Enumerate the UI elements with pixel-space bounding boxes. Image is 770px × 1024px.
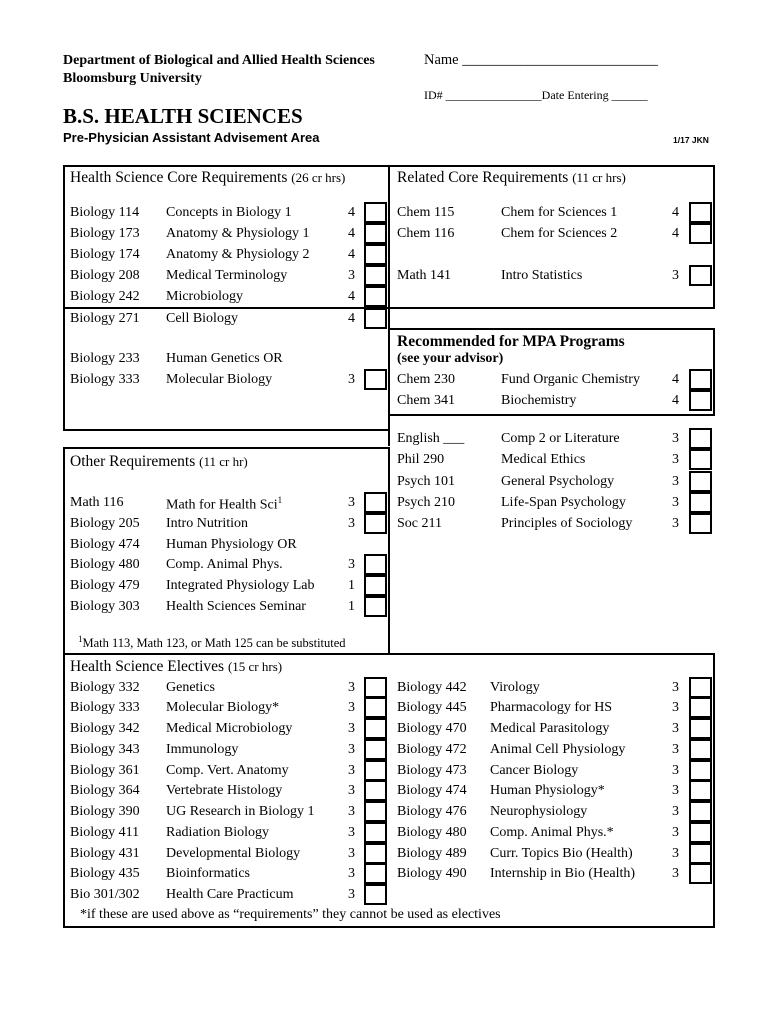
completion-checkbox[interactable] <box>364 575 387 596</box>
course-name: Human Genetics OR <box>166 351 283 366</box>
core-title: Health Science Core Requirements <box>70 169 288 186</box>
electives-credits: (15 cr hrs) <box>227 659 283 674</box>
course-code: Biology 474 <box>70 537 140 552</box>
credit-hours: 3 <box>348 804 355 819</box>
completion-checkbox[interactable] <box>689 513 712 534</box>
course-code: Biology 490 <box>397 866 467 881</box>
credit-hours: 3 <box>348 887 355 902</box>
credit-hours: 3 <box>672 866 679 881</box>
completion-checkbox[interactable] <box>364 697 387 718</box>
completion-checkbox[interactable] <box>689 822 712 843</box>
completion-checkbox[interactable] <box>689 801 712 822</box>
course-name: Anatomy & Physiology 1 <box>166 226 310 241</box>
id-date-field[interactable]: ID# ________________Date Entering ______ <box>424 88 648 102</box>
course-name: Molecular Biology* <box>166 700 280 715</box>
course-name: Principles of Sociology <box>501 516 633 531</box>
credit-hours: 3 <box>672 825 679 840</box>
course-code: Phil 290 <box>397 452 445 467</box>
course-name: Cell Biology <box>166 311 238 326</box>
course-name: Health Sciences Seminar <box>166 599 306 614</box>
course-name: Medical Terminology <box>166 268 288 283</box>
course-name: Chem for Sciences 1 <box>501 205 618 220</box>
course-name: Radiation Biology <box>166 825 270 840</box>
completion-checkbox[interactable] <box>689 697 712 718</box>
course-code: Biology 208 <box>70 268 140 283</box>
course-name: Anatomy & Physiology 2 <box>166 247 310 262</box>
credit-hours: 3 <box>348 680 355 695</box>
credit-hours: 1 <box>348 578 355 593</box>
course-code: Biology 332 <box>70 680 140 695</box>
course-name: Comp 2 or Literature <box>501 431 620 446</box>
credit-hours: 3 <box>348 721 355 736</box>
course-code: Biology 480 <box>397 825 467 840</box>
credit-hours: 3 <box>672 474 679 489</box>
course-name: General Psychology <box>501 474 615 489</box>
course-code: Biology 173 <box>70 226 140 241</box>
course-name: Biochemistry <box>501 393 577 408</box>
course-name: Intro Statistics <box>501 268 583 283</box>
mpa-note: (see your advisor) <box>397 351 504 366</box>
completion-checkbox[interactable] <box>689 265 712 286</box>
course-code: Biology 205 <box>70 516 140 531</box>
course-name: Microbiology <box>166 289 243 304</box>
course-code: Biology 333 <box>70 372 140 387</box>
footnote-text: Math 113, Math 123, or Math 125 can be substituted <box>82 636 346 651</box>
electives-note: *if these are used above as “requirements” they cannot be used as electives <box>80 907 501 922</box>
completion-checkbox[interactable] <box>364 554 387 575</box>
course-code: Psych 101 <box>397 474 455 489</box>
course-name: Fund Organic Chemistry <box>501 372 640 387</box>
credit-hours: 4 <box>348 311 355 326</box>
course-name: Medical Microbiology <box>166 721 293 736</box>
course-name: Pharmacology for HS <box>490 700 613 715</box>
page-subtitle: Pre-Physician Assistant Advisement Area <box>63 130 320 145</box>
credit-hours: 4 <box>672 393 679 408</box>
course-code: Chem 341 <box>397 393 455 408</box>
credit-hours: 4 <box>348 289 355 304</box>
course-name: Comp. Animal Phys. <box>166 557 283 572</box>
credit-hours: 4 <box>348 247 355 262</box>
completion-checkbox[interactable] <box>364 308 387 329</box>
completion-checkbox[interactable] <box>364 286 387 307</box>
credit-hours: 3 <box>672 452 679 467</box>
credit-hours: 4 <box>348 226 355 241</box>
completion-checkbox[interactable] <box>364 739 387 760</box>
credit-hours: 3 <box>348 866 355 881</box>
university-name: Bloomsburg University <box>63 71 202 86</box>
related-heading <box>397 169 626 187</box>
department-name: Department of Biological and Allied Health Sciences <box>63 53 375 68</box>
credit-hours: 3 <box>348 825 355 840</box>
completion-checkbox[interactable] <box>689 223 712 244</box>
credit-hours: 3 <box>672 742 679 757</box>
completion-checkbox[interactable] <box>689 202 712 223</box>
completion-checkbox[interactable] <box>689 739 712 760</box>
related-title: Related Core Requirements <box>397 169 569 186</box>
credit-hours: 4 <box>348 205 355 220</box>
credit-hours: 3 <box>672 700 679 715</box>
completion-checkbox[interactable] <box>364 843 387 864</box>
course-code: Biology 479 <box>70 578 140 593</box>
course-code: Biology 342 <box>70 721 140 736</box>
course-name: Math for Health Sci$^1$ <box>166 495 283 513</box>
credit-hours: 3 <box>672 846 679 861</box>
credit-hours: 3 <box>672 783 679 798</box>
course-code: Biology 445 <box>397 700 467 715</box>
completion-checkbox[interactable] <box>364 822 387 843</box>
course-name: Life-Span Psychology <box>501 495 626 510</box>
credit-hours: 3 <box>348 763 355 778</box>
completion-checkbox[interactable] <box>689 449 712 470</box>
completion-checkbox[interactable] <box>364 801 387 822</box>
completion-checkbox[interactable] <box>364 718 387 739</box>
credit-hours: 4 <box>672 372 679 387</box>
page-title: B.S. HEALTH SCIENCES <box>63 104 303 128</box>
course-name: Integrated Physiology Lab <box>166 578 315 593</box>
course-code: Bio 301/302 <box>70 887 140 902</box>
credit-hours: 3 <box>348 742 355 757</box>
completion-checkbox[interactable] <box>364 677 387 698</box>
credit-hours: 3 <box>348 495 355 510</box>
course-name: Bioinformatics <box>166 866 250 881</box>
credit-hours: 3 <box>348 557 355 572</box>
course-name: Chem for Sciences 2 <box>501 226 618 241</box>
credit-hours: 3 <box>348 846 355 861</box>
credit-hours: 3 <box>348 372 355 387</box>
completion-checkbox[interactable] <box>689 369 712 390</box>
course-code: Biology 435 <box>70 866 140 881</box>
electives-heading <box>70 658 282 676</box>
course-name: Comp. Vert. Anatomy <box>166 763 289 778</box>
completion-checkbox[interactable] <box>364 492 387 513</box>
credit-hours: 3 <box>348 268 355 283</box>
course-name: Medical Parasitology <box>490 721 610 736</box>
other-title: Other Requirements <box>70 453 196 470</box>
course-code: Biology 442 <box>397 680 467 695</box>
completion-checkbox[interactable] <box>364 369 387 390</box>
credit-hours: 4 <box>672 205 679 220</box>
electives-title: Health Science Electives <box>70 658 225 675</box>
completion-checkbox[interactable] <box>364 202 387 223</box>
completion-checkbox[interactable] <box>689 471 712 492</box>
other-heading <box>70 453 248 471</box>
completion-checkbox[interactable] <box>364 265 387 286</box>
course-name: Internship in Bio (Health) <box>490 866 636 881</box>
course-name: UG Research in Biology 1 <box>166 804 315 819</box>
course-code: Biology 333 <box>70 700 140 715</box>
completion-checkbox[interactable] <box>364 863 387 884</box>
credit-hours: 3 <box>348 516 355 531</box>
course-code: Math 116 <box>70 495 124 510</box>
credit-hours: 3 <box>672 268 679 283</box>
credit-hours: 3 <box>672 804 679 819</box>
course-code: Biology 233 <box>70 351 140 366</box>
completion-checkbox[interactable] <box>364 223 387 244</box>
completion-checkbox[interactable] <box>689 718 712 739</box>
course-name: Human Physiology* <box>490 783 605 798</box>
course-code: Math 141 <box>397 268 452 283</box>
course-code: Biology 480 <box>70 557 140 572</box>
completion-checkbox[interactable] <box>364 513 387 534</box>
credit-hours: 3 <box>348 700 355 715</box>
course-code: Chem 115 <box>397 205 455 220</box>
footnote-ref: 1 <box>277 495 283 505</box>
credit-hours: 4 <box>672 226 679 241</box>
completion-checkbox[interactable] <box>364 884 387 905</box>
course-code: Biology 174 <box>70 247 140 262</box>
course-name: Neurophysiology <box>490 804 588 819</box>
course-name: Intro Nutrition <box>166 516 249 531</box>
completion-checkbox[interactable] <box>364 780 387 801</box>
completion-checkbox[interactable] <box>689 780 712 801</box>
credit-hours: 3 <box>672 763 679 778</box>
course-code: Biology 361 <box>70 763 140 778</box>
course-code: Biology 343 <box>70 742 140 757</box>
course-code: Biology 489 <box>397 846 467 861</box>
credit-hours: 3 <box>672 516 679 531</box>
related-credits: (11 cr hrs) <box>572 170 626 185</box>
course-name: Human Physiology OR <box>166 537 297 552</box>
course-code: Biology 114 <box>70 205 140 220</box>
footnote-mark: 1 <box>78 634 83 644</box>
course-code: Biology 470 <box>397 721 467 736</box>
course-name: Vertebrate Histology <box>166 783 283 798</box>
mpa-title: Recommended for MPA Programs <box>397 333 625 350</box>
credit-hours: 3 <box>348 783 355 798</box>
course-code: Biology 242 <box>70 289 140 304</box>
credit-hours: 3 <box>672 721 679 736</box>
course-code: Biology 473 <box>397 763 467 778</box>
course-name: Developmental Biology <box>166 846 301 861</box>
course-name: Virology <box>490 680 540 695</box>
course-code: Biology 271 <box>70 311 140 326</box>
footnote <box>78 634 346 651</box>
version-label: 1/17 JKN <box>673 135 709 145</box>
course-code: Chem 230 <box>397 372 455 387</box>
course-code: Biology 390 <box>70 804 140 819</box>
completion-checkbox[interactable] <box>689 863 712 884</box>
course-name: Concepts in Biology 1 <box>166 205 292 220</box>
course-name: Comp. Animal Phys.* <box>490 825 614 840</box>
course-code: Biology 431 <box>70 846 140 861</box>
course-name: Immunology <box>166 742 239 757</box>
completion-checkbox[interactable] <box>689 760 712 781</box>
completion-checkbox[interactable] <box>689 390 712 411</box>
completion-checkbox[interactable] <box>689 843 712 864</box>
course-name: Cancer Biology <box>490 763 579 778</box>
completion-checkbox[interactable] <box>364 596 387 617</box>
course-name: Health Care Practicum <box>166 887 294 902</box>
completion-checkbox[interactable] <box>689 492 712 513</box>
electives-frame <box>63 653 715 928</box>
completion-checkbox[interactable] <box>364 244 387 265</box>
course-name: Animal Cell Physiology <box>490 742 626 757</box>
credit-hours: 3 <box>672 431 679 446</box>
completion-checkbox[interactable] <box>689 428 712 449</box>
name-field[interactable]: Name ___________________________ <box>424 52 658 68</box>
course-code: Biology 411 <box>70 825 140 840</box>
course-code: Biology 303 <box>70 599 140 614</box>
course-code: Psych 210 <box>397 495 455 510</box>
course-name: Molecular Biology <box>166 372 273 387</box>
course-name: Genetics <box>166 680 215 695</box>
course-code: Chem 116 <box>397 226 455 241</box>
course-code: English ___ <box>397 431 465 446</box>
credit-hours: 3 <box>672 680 679 695</box>
core-credits: (26 cr hrs) <box>291 170 346 185</box>
course-name: Curr. Topics Bio (Health) <box>490 846 633 861</box>
completion-checkbox[interactable] <box>689 677 712 698</box>
credit-hours: 3 <box>672 495 679 510</box>
course-code: Biology 476 <box>397 804 467 819</box>
credit-hours: 1 <box>348 599 355 614</box>
course-code: Biology 472 <box>397 742 467 757</box>
other-credits: (11 cr hr) <box>199 454 248 469</box>
core-heading <box>70 169 345 187</box>
completion-checkbox[interactable] <box>364 760 387 781</box>
course-name: Medical Ethics <box>501 452 586 467</box>
course-code: Biology 364 <box>70 783 140 798</box>
course-code: Soc 211 <box>397 516 442 531</box>
course-code: Biology 474 <box>397 783 467 798</box>
